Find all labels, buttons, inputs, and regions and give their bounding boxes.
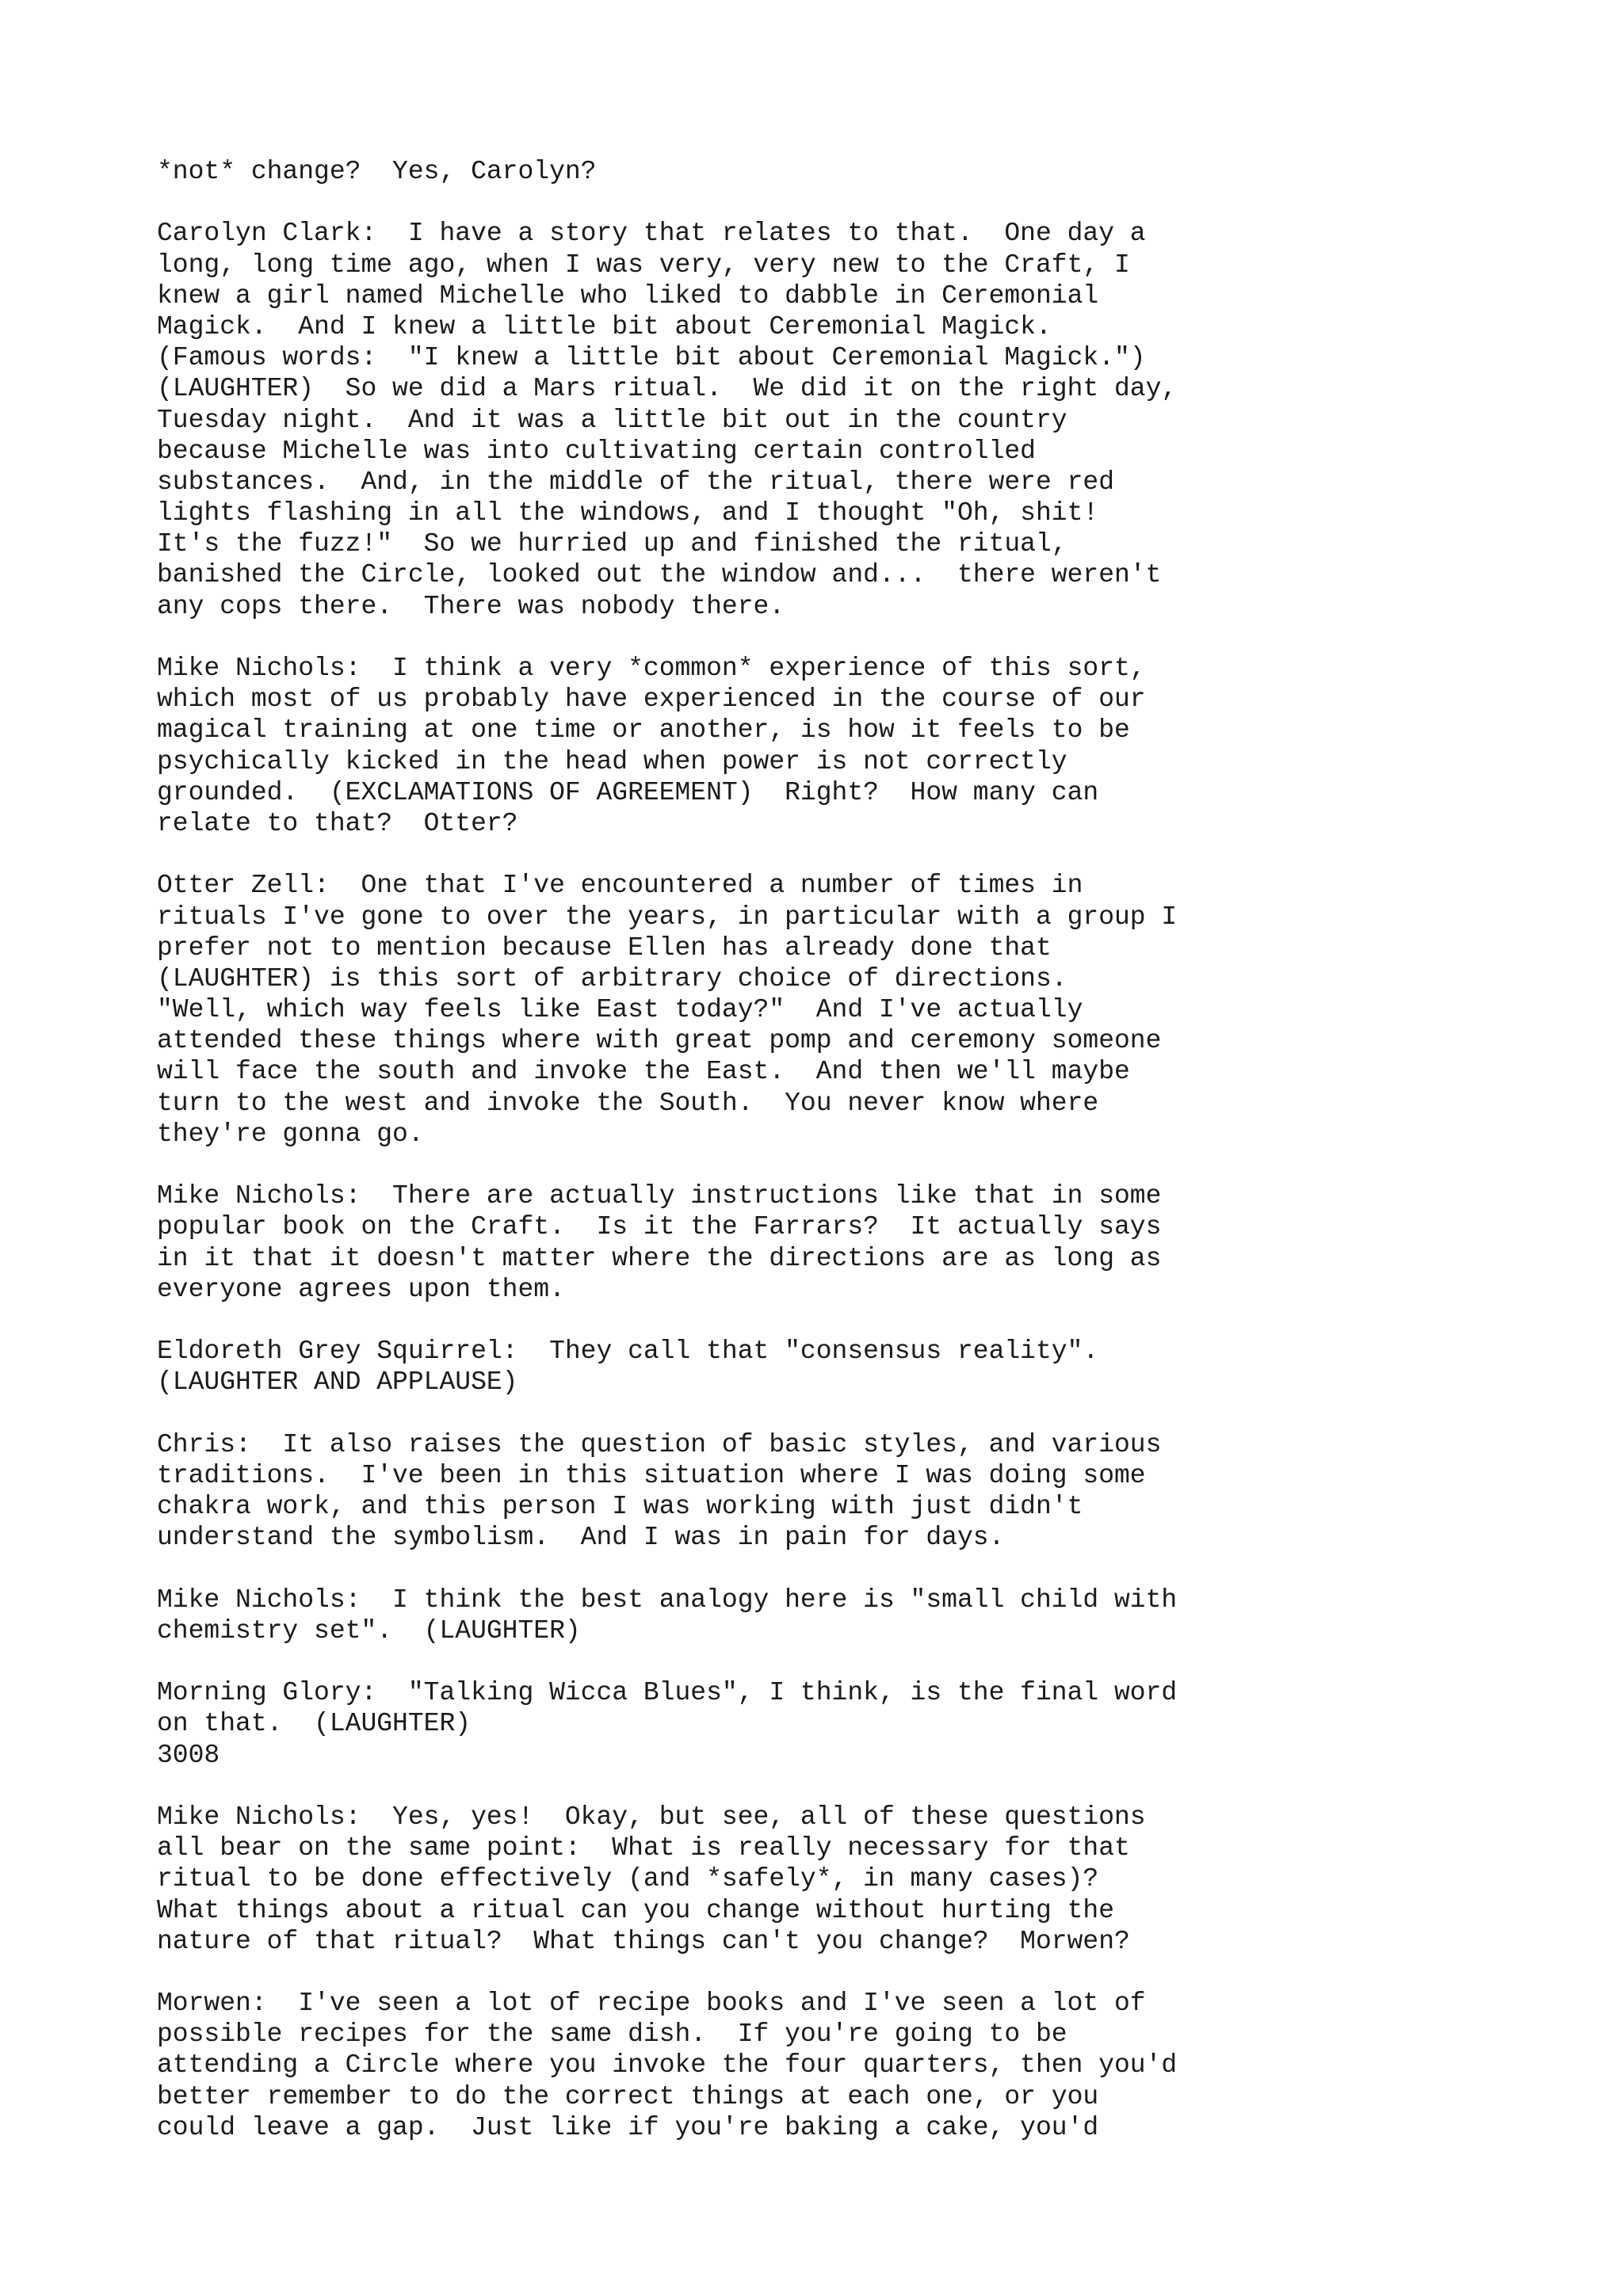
text-line: better remember to do the correct things at each one, or you xyxy=(157,2081,1099,2111)
transcript-paragraph xyxy=(157,1988,1583,2143)
text-line: substances. And, in the middle of the ritual, there were red xyxy=(157,467,1114,497)
text-line: possible recipes for the same dish. If you're going to be xyxy=(157,2019,1067,2050)
text-line: could leave a gap. Just like if you're baking a cake, you'd xyxy=(157,2112,1099,2142)
text-line: lights flashing in all the windows, and I thought "Oh, shit! xyxy=(157,498,1099,528)
text-line: Mike Nichols: There are actually instructions like that in some xyxy=(157,1181,1162,1211)
text-line: It's the fuzz!" So we hurried up and finished the ritual, xyxy=(157,529,1067,559)
text-line: nature of that ritual? What things can't you change? Morwen? xyxy=(157,1926,1130,1956)
text-line: everyone agrees upon them. xyxy=(157,1274,565,1304)
text-line: turn to the west and invoke the South. You never know where xyxy=(157,1088,1099,1118)
text-line: will face the south and invoke the East. And then we'll maybe xyxy=(157,1057,1130,1087)
text-line: attended these things where with great pomp and ceremony someone xyxy=(157,1026,1162,1056)
text-line: any cops there. There was nobody there. xyxy=(157,591,785,621)
transcript-paragraph xyxy=(157,1180,1583,1305)
transcript-paragraph xyxy=(157,1677,1583,1771)
text-line: all bear on the same point: What is really necessary for that xyxy=(157,1833,1130,1863)
text-line: banished the Circle, looked out the window and... there weren't xyxy=(157,560,1162,590)
text-line: Mike Nichols: I think the best analogy here is "small child with xyxy=(157,1585,1178,1615)
text-line: What things about a ritual can you change without hurting the xyxy=(157,1895,1114,1925)
text-line: understand the symbolism. And I was in pain for days. xyxy=(157,1523,1005,1553)
text-line: magical training at one time or another, is how it feels to be xyxy=(157,715,1130,746)
text-line: Chris: It also raises the question of basic styles, and various xyxy=(157,1429,1162,1459)
text-line: Mike Nichols: Yes, yes! Okay, but see, all of these questions xyxy=(157,1802,1146,1832)
text-line: Tuesday night. And it was a little bit out in the country xyxy=(157,405,1067,435)
text-line: chemistry set". (LAUGHTER) xyxy=(157,1615,581,1646)
transcript-paragraph xyxy=(157,1336,1583,1398)
text-line: rituals I've gone to over the years, in particular with a group I xyxy=(157,902,1178,932)
text-line: they're gonna go. xyxy=(157,1119,424,1149)
text-line: attending a Circle where you invoke the four quarters, then you'd xyxy=(157,2050,1178,2081)
transcript-paragraph xyxy=(157,653,1583,839)
text-line: (LAUGHTER) So we did a Mars ritual. We did it on the right day, xyxy=(157,374,1178,404)
text-line: grounded. (EXCLAMATIONS OF AGREEMENT) Right? How many can xyxy=(157,777,1099,807)
document-page xyxy=(157,156,1583,2174)
text-line: Otter Zell: One that I've encountered a number of times in xyxy=(157,871,1083,901)
text-line: (LAUGHTER AND APPLAUSE) xyxy=(157,1367,518,1398)
text-line: which most of us probably have experienced in the course of our xyxy=(157,685,1146,715)
text-line: Morning Glory: "Talking Wicca Blues", I think, is the final word xyxy=(157,1678,1178,1708)
text-line: (Famous words: "I knew a little bit about Ceremonial Magick.") xyxy=(157,343,1146,373)
text-line: ritual to be done effectively (and *safely*, in many cases)? xyxy=(157,1864,1099,1894)
text-line: on that. (LAUGHTER) xyxy=(157,1709,472,1739)
text-line: traditions. I've been in this situation where I was doing some xyxy=(157,1460,1146,1490)
transcript-paragraph xyxy=(157,218,1583,621)
text-line: chakra work, and this person I was working with just didn't xyxy=(157,1492,1083,1522)
transcript-paragraph xyxy=(157,1585,1583,1646)
text-line: in it that it doesn't matter where the directions are as long as xyxy=(157,1243,1162,1273)
transcript-paragraph xyxy=(157,156,1583,187)
text-line: Magick. And I knew a little bit about Ceremonial Magick. xyxy=(157,311,1052,341)
text-line: psychically kicked in the head when power is not correctly xyxy=(157,746,1067,776)
text-line: (LAUGHTER) is this sort of arbitrary choice of directions. xyxy=(157,963,1067,994)
text-line: because Michelle was into cultivating certain controlled xyxy=(157,436,1036,466)
text-line: knew a girl named Michelle who liked to dabble in Ceremonial xyxy=(157,280,1099,311)
transcript-paragraph xyxy=(157,1802,1583,1957)
text-line: long, long time ago, when I was very, very new to the Craft, I xyxy=(157,250,1130,280)
text-line: relate to that? Otter? xyxy=(157,808,518,838)
text-line: prefer not to mention because Ellen has already done that xyxy=(157,933,1052,963)
text-line: *not* change? Yes, Carolyn? xyxy=(157,157,597,186)
text-line: "Well, which way feels like East today?" And I've actually xyxy=(157,995,1083,1025)
text-line: Morwen: I've seen a lot of recipe books and I've seen a lot of xyxy=(157,1989,1146,2019)
transcript-paragraph xyxy=(157,870,1583,1150)
text-line: popular book on the Craft. Is it the Farrars? It actually says xyxy=(157,1212,1162,1242)
text-line: 3008 xyxy=(157,1740,220,1770)
text-line: Mike Nichols: I think a very *common* experience of this sort, xyxy=(157,654,1146,683)
transcript-paragraph xyxy=(157,1429,1583,1554)
text-line: Carolyn Clark: I have a story that relates to that. One day a xyxy=(157,219,1146,249)
text-line: Eldoreth Grey Squirrel: They call that "consensus reality". xyxy=(157,1337,1099,1367)
